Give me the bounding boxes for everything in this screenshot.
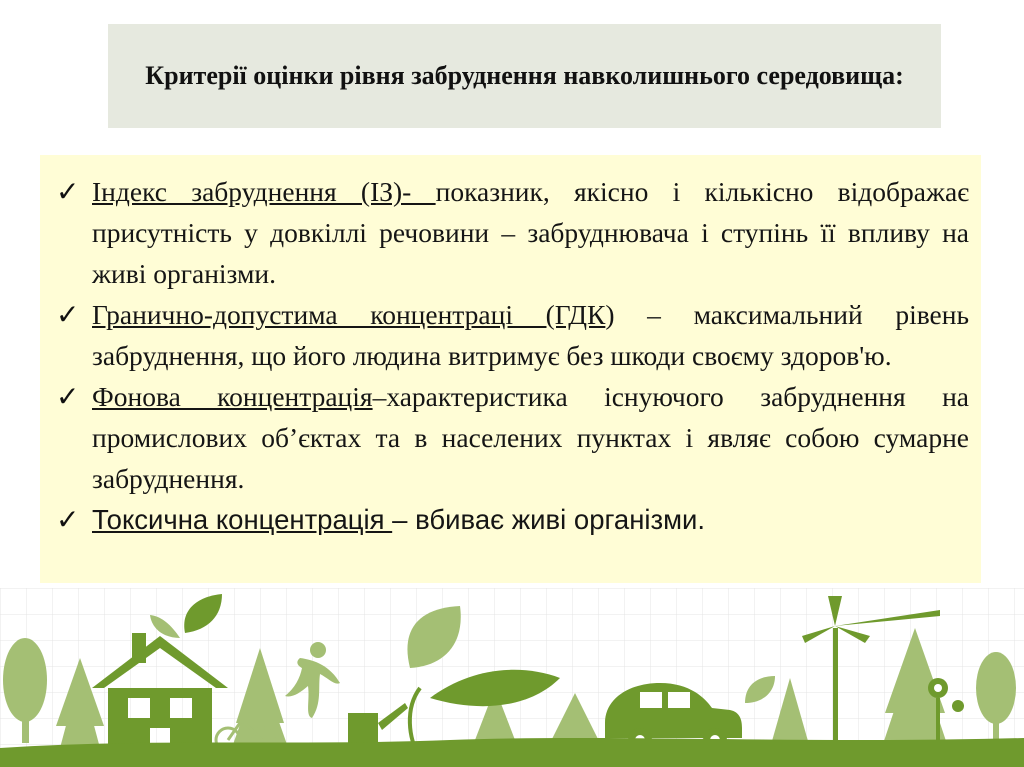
criteria-term: Гранично-допустима концентраці (ГДК [92,299,606,330]
checkmark-icon: ✓ [56,298,80,331]
criteria-term: Індекс забруднення (ІЗ)- [92,176,436,207]
eco-illustration [0,588,1024,767]
checkmark-icon: ✓ [56,380,80,413]
criteria-definition: –характеристика існуючого забруднення на промислових об’єктах та в населених пунктах і являє собою сумарне забруднення. [92,381,969,494]
criteria-definition: – вбиває живі організми. [392,504,706,535]
criteria-definition: ) – максимальний рівень забруднення, що його людина витримує без шкоди своєму здоров'ю. [92,299,969,371]
criteria-definition: показник, якісно і кількісно відображає присутність у довкіллі речовини – забруднювача і ступінь її впливу на живі організми. [92,176,970,289]
criteria-item [54,499,969,540]
criteria-term: Токсична концентрація [92,504,393,535]
title-box [108,24,941,128]
slide-title: Критерії оцінки рівня забруднення навколишнього середовища: [145,61,904,90]
criteria-item [54,294,969,376]
criteria-item [54,171,969,294]
criteria-term: Фонова концентрація [92,381,373,412]
checkmark-icon: ✓ [56,175,80,208]
criteria-item [54,376,969,499]
criteria-list [54,171,969,540]
checkmark-icon: ✓ [56,503,80,536]
criteria-box [40,155,981,583]
